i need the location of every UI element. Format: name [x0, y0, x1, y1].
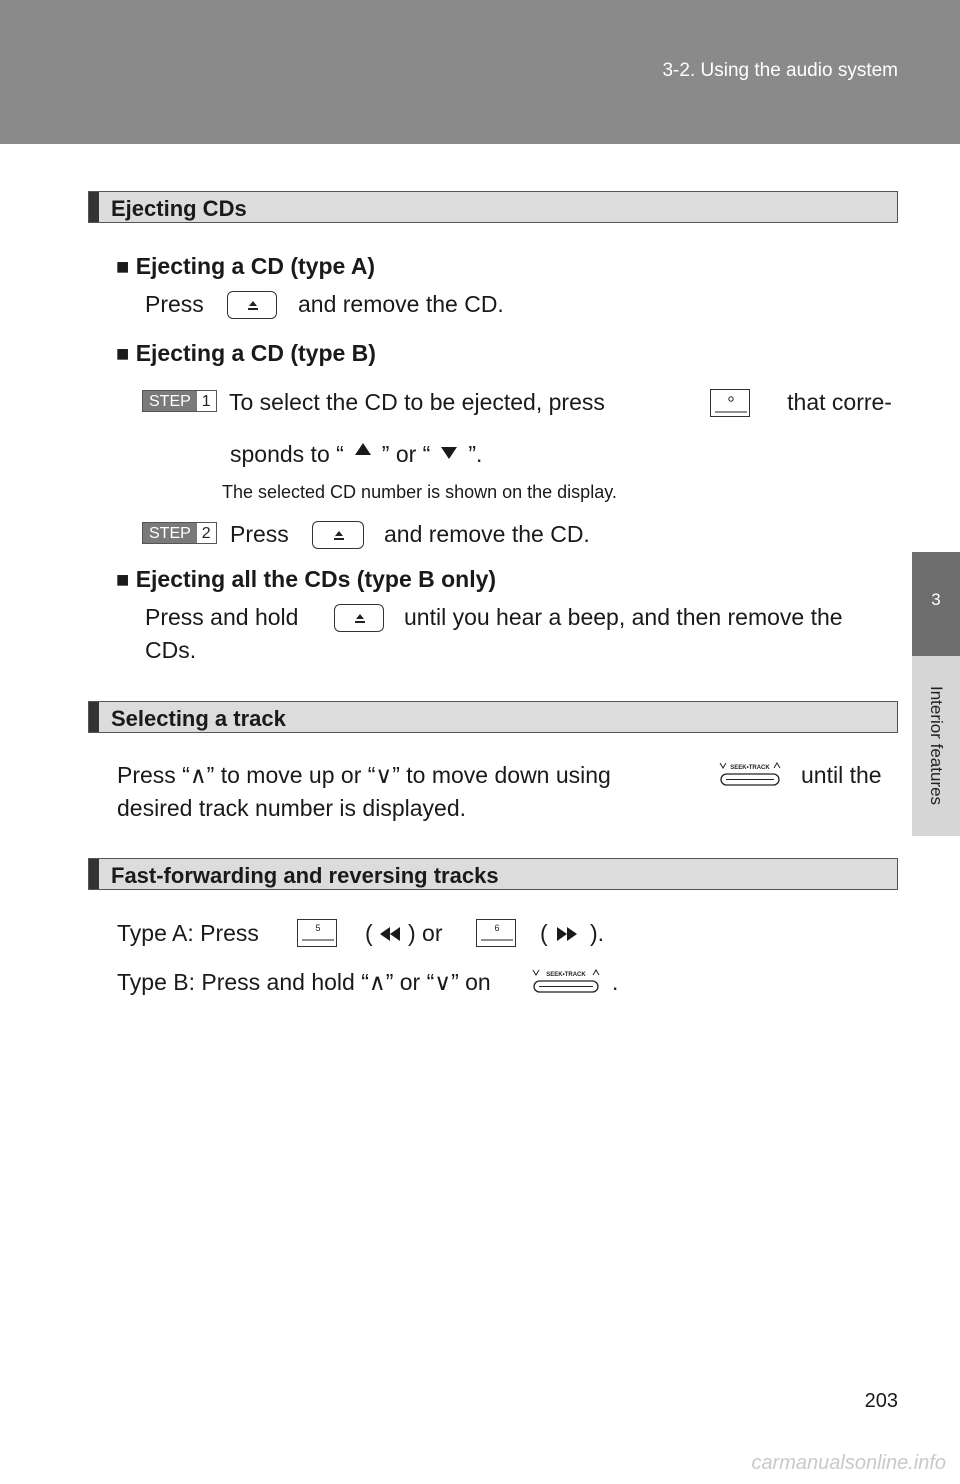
rewind-icon — [378, 922, 406, 946]
chapter-label: Interior features — [927, 686, 946, 806]
down-arrow-icon — [430, 441, 468, 471]
watermark: carmanualsonline.info — [751, 1452, 946, 1474]
eject-button-icon — [334, 604, 384, 632]
all-cds-text-a: Press and hold — [145, 604, 299, 630]
page-number: 203 — [864, 1390, 898, 1412]
step-number: 1 — [197, 391, 216, 411]
step-number: 2 — [197, 523, 216, 543]
svg-text:6: 6 — [494, 923, 500, 933]
section-bar-fast — [88, 858, 898, 890]
step-1-text-c: sponds to “ — [230, 441, 344, 468]
step-1-text-d: ” or “ — [381, 441, 431, 468]
up-arrow-icon — [344, 441, 382, 471]
step-label: STEP — [143, 523, 197, 543]
bullet-icon: ■ — [116, 341, 130, 366]
fast-type-a-text: Type A: Press — [117, 920, 259, 946]
section-title: Fast-forwarding and reversing tracks — [111, 863, 499, 888]
fast-type-a-close: ). — [590, 920, 605, 946]
seek-track-button-icon — [531, 967, 601, 997]
subheading-all-cds — [116, 566, 496, 593]
step-2-press-text: Press — [230, 521, 289, 547]
bullet-icon: ■ — [116, 254, 130, 279]
fast-forward-icon — [553, 922, 581, 946]
type-a-remove-text: and remove the CD. — [298, 291, 504, 317]
fast-type-b-text: Type B: Press and hold “∧” or “∨” on — [117, 969, 491, 995]
fast-type-a-open-1: ( — [365, 920, 373, 946]
disc-button-icon — [710, 389, 750, 417]
all-cds-text-c: CDs. — [145, 637, 197, 663]
subheading-text: Ejecting all the CDs (type B only) — [135, 566, 497, 592]
subheading-text: Ejecting a CD (type A) — [135, 253, 376, 279]
svg-text:SEEK•TRACK: SEEK•TRACK — [546, 972, 586, 978]
all-cds-text-b: until you hear a beep, and then remove the — [404, 604, 843, 630]
eject-button-icon — [312, 521, 364, 549]
step-1-text-e: ”. — [468, 441, 483, 468]
step-1-text-a: To select the CD to be ejected, press — [229, 389, 605, 415]
subheading-text: Ejecting a CD (type B) — [135, 340, 376, 366]
track-text-b: until the — [801, 762, 882, 788]
section-title: Ejecting CDs — [111, 196, 247, 221]
chapter-number: 3 — [931, 590, 941, 609]
seek-track-button-icon — [718, 760, 782, 790]
step-1-line-2 — [230, 441, 482, 471]
svg-text:5: 5 — [315, 923, 321, 933]
fast-type-a-open-2: ( — [540, 920, 548, 946]
step-label: STEP — [143, 391, 197, 411]
section-title: Selecting a track — [111, 706, 286, 731]
section-bar-ejecting — [88, 191, 898, 223]
step-2-badge — [142, 522, 217, 544]
button-6-icon — [476, 919, 516, 947]
step-1-badge — [142, 390, 217, 412]
bullet-icon: ■ — [116, 567, 130, 592]
fast-type-b-period: . — [612, 969, 619, 995]
subheading-type-a — [116, 253, 375, 280]
step-1-note: The selected CD number is shown on the display. — [222, 482, 617, 502]
step-1-text-b: that corre- — [787, 389, 892, 415]
fast-type-a-or: ) or — [408, 920, 443, 946]
step-1-line — [229, 389, 892, 416]
header-title: 3-2. Using the audio system — [662, 60, 898, 81]
step-2-remove-text: and remove the CD. — [384, 521, 590, 547]
svg-text:SEEK•TRACK: SEEK•TRACK — [730, 765, 770, 771]
button-5-icon — [297, 919, 337, 947]
subheading-type-b — [116, 340, 376, 367]
track-text-c: desired track number is displayed. — [117, 795, 466, 821]
eject-button-icon — [227, 291, 277, 319]
track-text-a: Press “∧” to move up or “∨” to move down using — [117, 762, 611, 788]
type-a-press-text: Press — [145, 291, 204, 317]
section-bar-track — [88, 701, 898, 733]
